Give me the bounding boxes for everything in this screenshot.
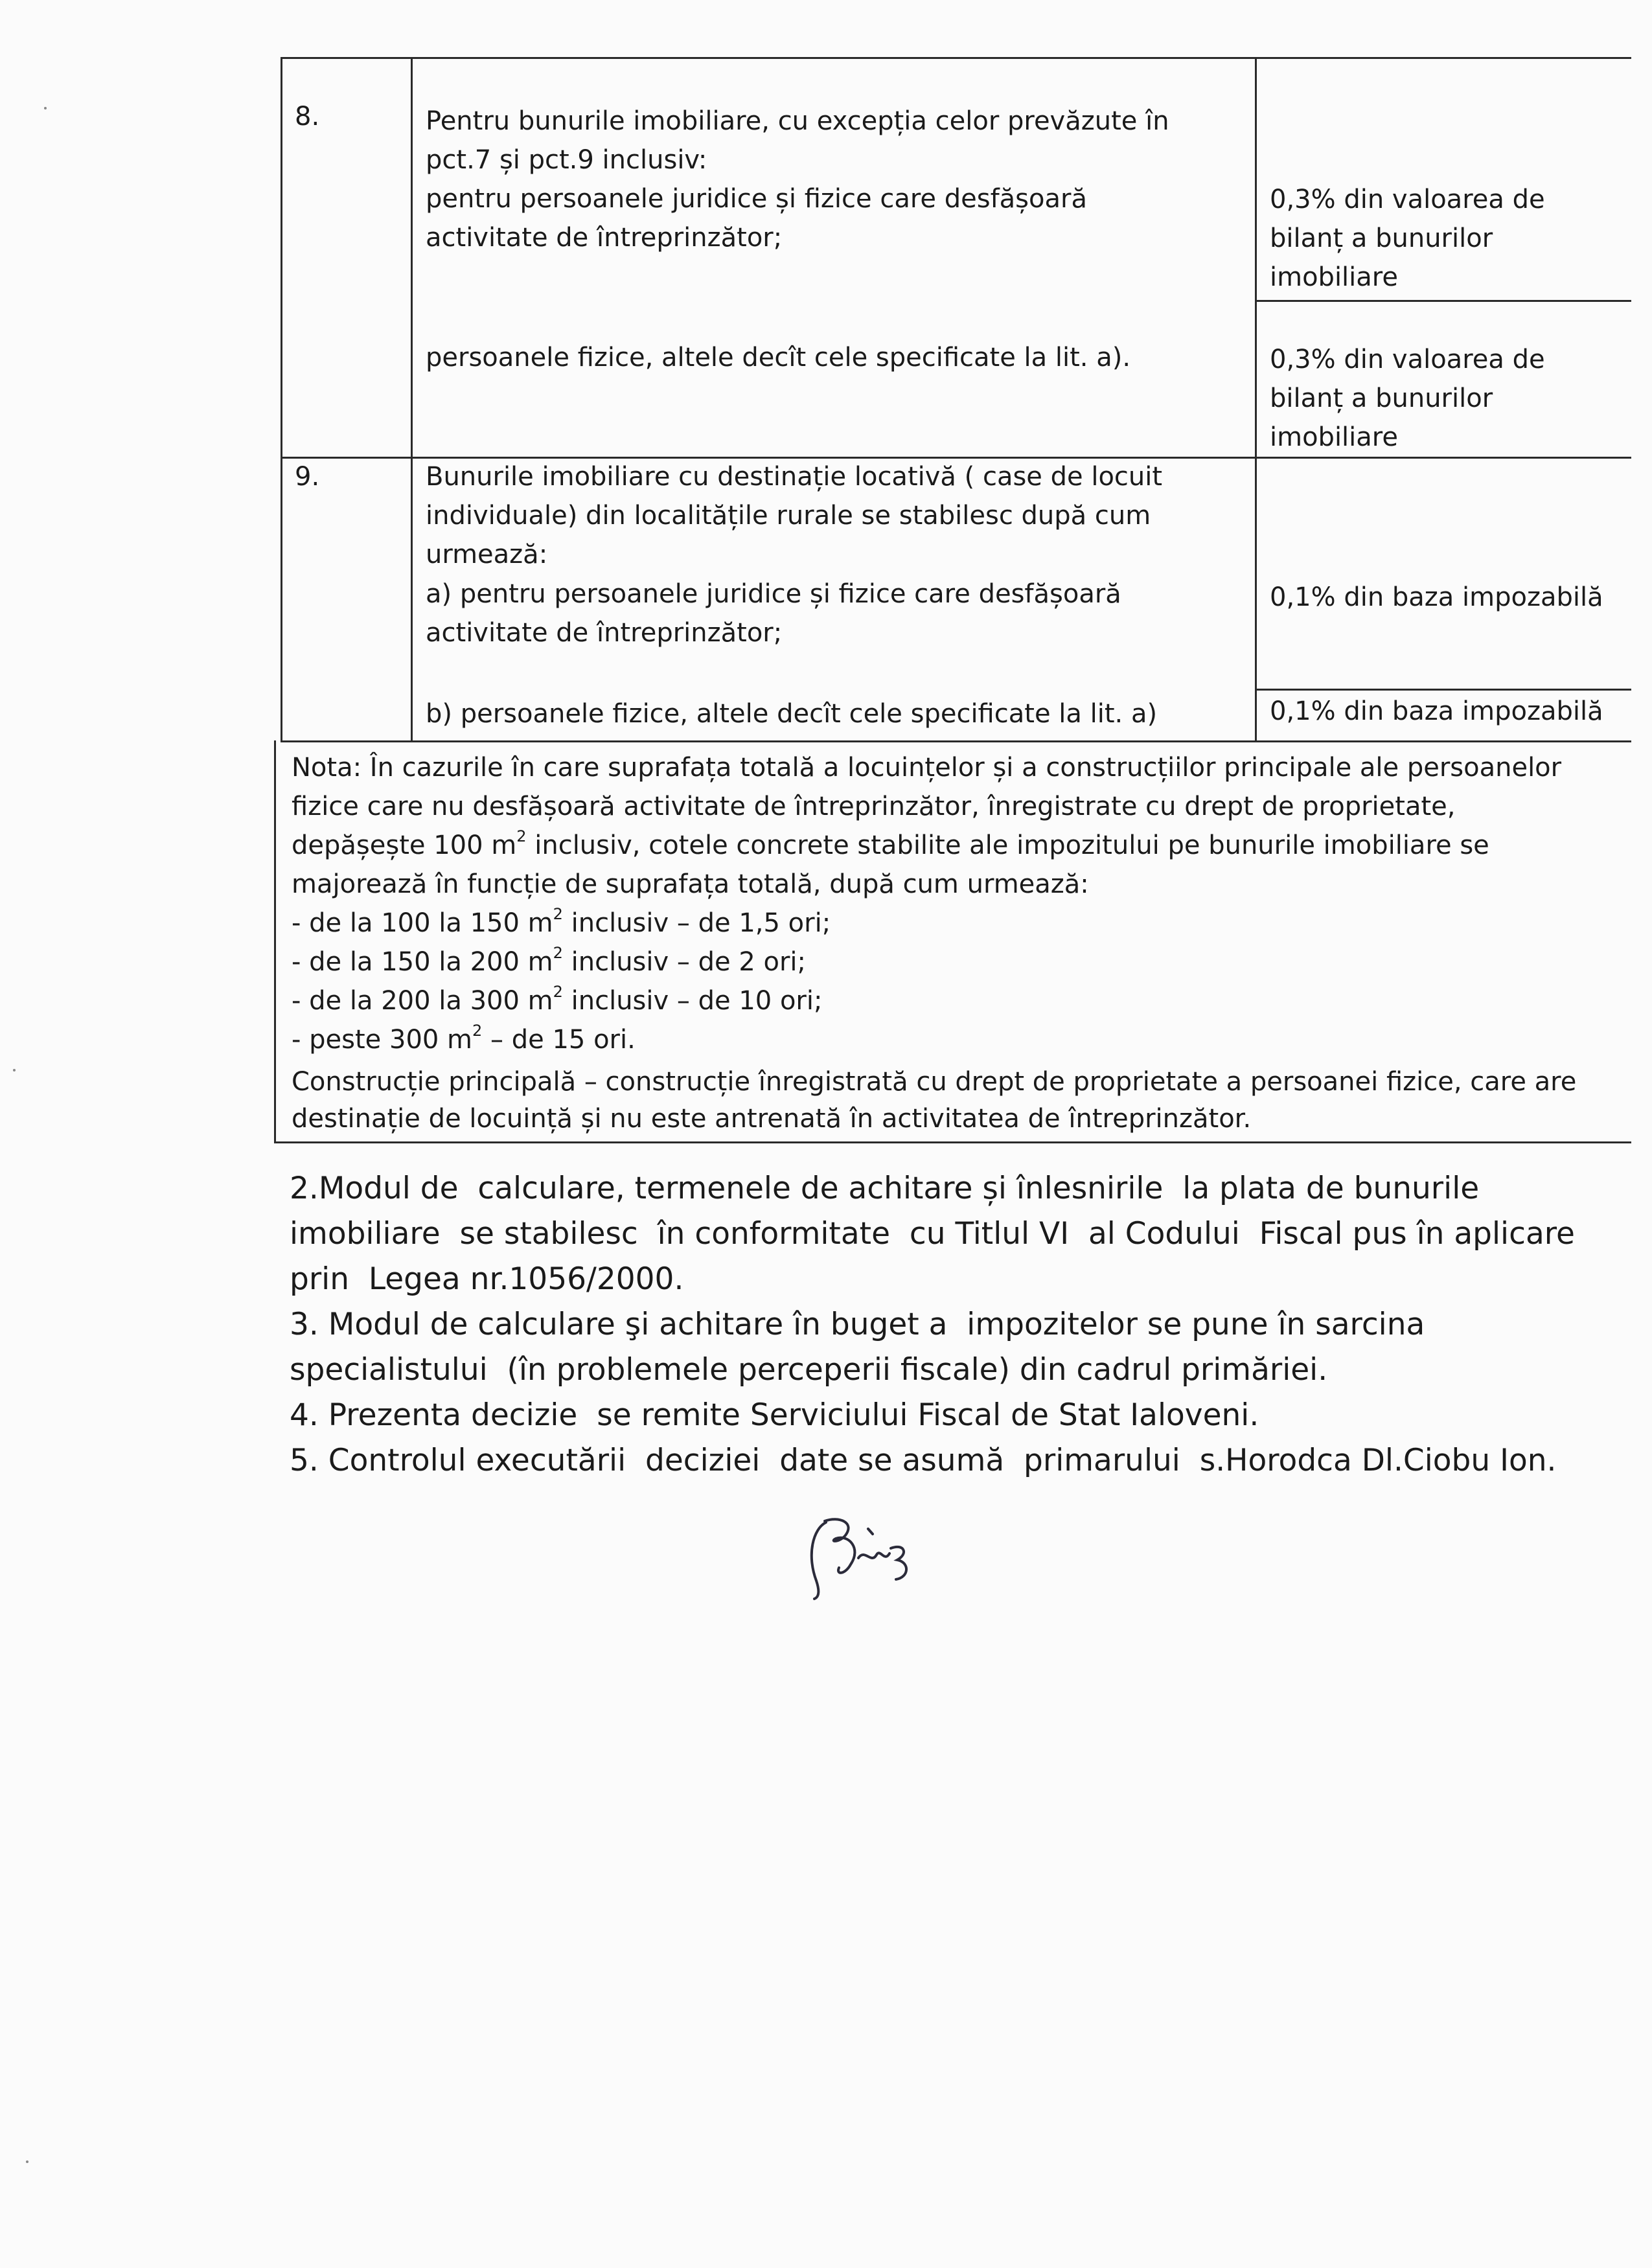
superscript-2: 2 [553, 982, 563, 1001]
superscript-2: 2 [516, 827, 527, 845]
row-8-rate-a-line-3: imobiliare [1270, 262, 1398, 292]
scan-speck [26, 2160, 29, 2163]
row-8-rate-a-line-2: bilanț a bunurilor [1270, 223, 1493, 253]
paragraph-4: 4. Prezenta decizie se remite Serviciului Fiscal de Stat Ialoveni. [290, 1397, 1259, 1433]
paragraph-2-line-2: imobiliare se stabilesc în conformitate cu Titlul VI al Codului Fiscal pus în aplicare [290, 1216, 1575, 1252]
row-9-desc-line-4: a) pentru persoanele juridice și fizice care desfășoară [426, 579, 1121, 609]
bullet-1-post: inclusiv – de 1,5 ori; [562, 908, 831, 938]
bullet-3-pre: - de la 200 la 300 m [292, 986, 553, 1016]
paragraph-3-line-1: 3. Modul de calculare şi achitare în buget a impozitelor se pune în sarcina [290, 1307, 1425, 1342]
table-top-border [281, 57, 1631, 59]
scan-speck [13, 1069, 16, 1071]
row-8-desc-line-1: Pentru bunurile imobiliare, cu excepția celor prevăzute în [426, 106, 1169, 136]
row-8-number: 8. [295, 102, 320, 132]
bullet-1-pre: - de la 100 la 150 m [292, 908, 553, 938]
bullet-4-post: – de 15 ori. [482, 1025, 636, 1055]
row-8-desc-line-3: pentru persoanele juridice și fizice care desfășoară [426, 184, 1087, 214]
row-8-desc-line-4: activitate de întreprinzător; [426, 223, 783, 253]
superscript-2: 2 [553, 943, 563, 962]
note-bullet-3 [292, 981, 822, 1020]
handwritten-signature [800, 1503, 923, 1607]
row-9-desc-b: b) persoanele fizice, altele decît cele specificate la lit. a) [426, 699, 1158, 729]
row-9-desc-line-5: activitate de întreprinzător; [426, 618, 783, 648]
superscript-2: 2 [472, 1021, 483, 1040]
note-line-3 [292, 826, 1489, 865]
table-left-border [281, 57, 282, 742]
note-line-3-pre: depășește 100 m [292, 830, 517, 860]
row-8-rate-b-line-3: imobiliare [1270, 422, 1398, 452]
note-line-2: fizice care nu desfășoară activitate de întreprinzător, înregistrate cu drept de proprietate, [292, 792, 1456, 821]
note-line-4: majorează în funcție de suprafața totală, după cum urmează: [292, 869, 1089, 899]
bullet-3-post: inclusiv – de 10 ori; [562, 986, 823, 1016]
row-9-rate-a: 0,1% din baza impozabilă [1270, 582, 1603, 612]
note-line-3-post: inclusiv, cotele concrete stabilite ale impozitului pe bunurile imobiliare se [526, 830, 1489, 860]
paragraph-2-line-1: 2.Modul de calculare, termenele de achitare și înlesnirile la plata de bunurile [290, 1171, 1480, 1206]
note-bottom-border [274, 1141, 1631, 1143]
note-line-1: Nota: În cazurile în care suprafața totală a locuințelor și a construcțiilor principale ale persoanelor [292, 753, 1562, 783]
column-divider-number [411, 57, 413, 742]
row-8-desc-b: persoanele fizice, altele decît cele specificate la lit. a). [426, 343, 1131, 372]
row-8-desc-line-2: pct.7 și pct.9 inclusiv: [426, 145, 707, 175]
note-left-border [274, 740, 276, 1143]
note-bullet-2 [292, 943, 806, 981]
bullet-2-pre: - de la 150 la 200 m [292, 947, 553, 977]
paragraph-3-line-2: specialistului (în problemele perceperii fiscale) din cadrul primăriei. [290, 1352, 1328, 1388]
rate-divider-8 [1255, 300, 1631, 302]
note-definition-line-2: destinație de locuință și nu este antrenată în activitatea de întreprinzător. [292, 1104, 1252, 1134]
column-divider-rate [1255, 57, 1257, 742]
note-bullet-4 [292, 1020, 636, 1059]
row-9-rate-b: 0,1% din baza impozabilă [1270, 696, 1603, 726]
rate-divider-9 [1255, 689, 1631, 691]
scan-speck [44, 107, 47, 109]
paragraph-2-line-3: prin Legea nr.1056/2000. [290, 1261, 684, 1297]
row-9-number: 9. [295, 462, 320, 492]
row-8-rate-b-line-2: bilanț a bunurilor [1270, 384, 1493, 413]
row-9-desc-line-3: urmează: [426, 540, 548, 569]
row-8-rate-b-line-1: 0,3% din valoarea de [1270, 345, 1545, 374]
bullet-2-post: inclusiv – de 2 ori; [562, 947, 806, 977]
bullet-4-pre: - peste 300 m [292, 1025, 473, 1055]
table-bottom-border [281, 740, 1631, 742]
note-bullet-1 [292, 904, 831, 943]
paragraph-5: 5. Controlul executării deciziei date se asumă primarului s.Horodca Dl.Ciobu Ion. [290, 1443, 1557, 1478]
row-8-rate-a-line-1: 0,3% din valoarea de [1270, 185, 1545, 214]
row-9-desc-line-1: Bunurile imobiliare cu destinație locativă ( case de locuit [426, 462, 1163, 492]
superscript-2: 2 [553, 904, 563, 923]
note-definition-line-1: Construcție principală – construcție înregistrată cu drept de proprietate a persoanei fizice, care are [292, 1067, 1577, 1097]
row-9-desc-line-2: individuale) din localitățile rurale se stabilesc după cum [426, 501, 1151, 531]
